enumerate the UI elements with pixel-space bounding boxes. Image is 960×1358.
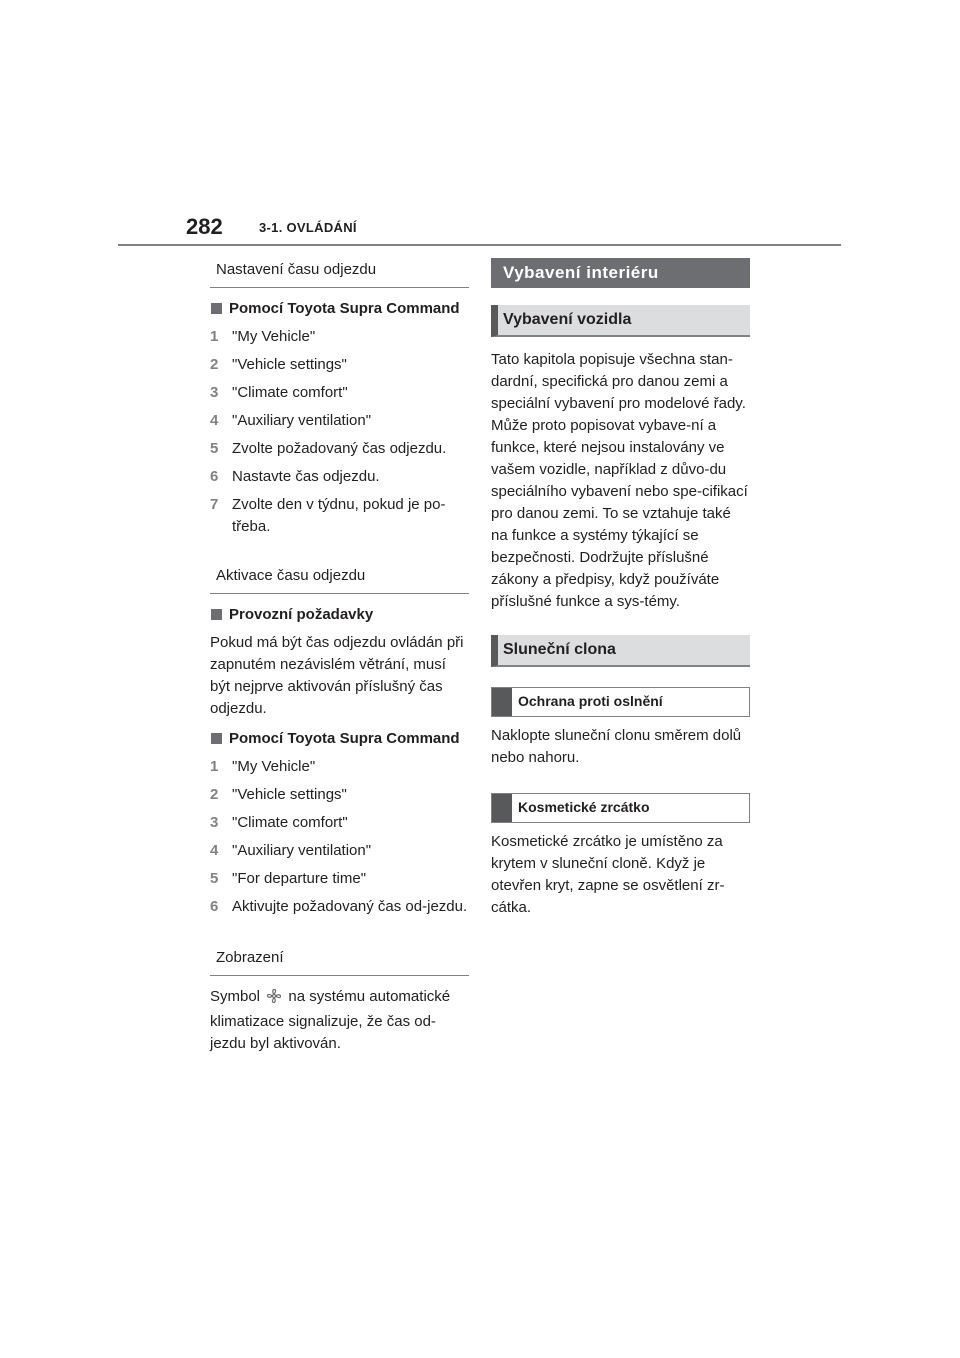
step-item: 3 "Climate comfort" (210, 814, 348, 831)
step-item: 7 Zvolte den v týdnu, pokud je po-třeba. (210, 496, 446, 535)
vanity-mirror-text: Kosmetické zrcátko je umístěno za krytem v sluneční cloně. Když je otevřen kryt, zapne se osvětlení zr-cátka. (491, 833, 725, 916)
bullet-heading (210, 604, 469, 626)
step-item: 5 Zvolte požadovaný čas odjezdu. (210, 440, 447, 457)
subheading-departure-time-setting: Nastavení času odjezdu (210, 258, 469, 288)
square-bullet-icon (211, 303, 222, 314)
step-item: 4 "Auxiliary ventilation" (210, 412, 372, 429)
header-rule (118, 244, 841, 246)
box-marker (492, 794, 512, 822)
section-label: 3-1. OVLÁDÁNÍ (259, 220, 357, 235)
section-band-sun-visor: Sluneční clona (491, 635, 750, 667)
steps-list-2 (210, 756, 469, 918)
box-heading-vanity-mirror: Kosmetické zrcátko (491, 793, 750, 823)
glare-protection-text: Naklopte sluneční clonu směrem dolů nebo nahoru. (491, 727, 742, 766)
square-bullet-icon (211, 609, 222, 620)
subheading-display: Zobrazení (210, 946, 469, 976)
step-item: 1 "My Vehicle" (210, 758, 316, 775)
right-column (491, 258, 750, 927)
section-band-interior-equipment: Vybavení interiéru (491, 258, 750, 288)
bullet-heading-label: Provozní požadavky (229, 606, 374, 623)
bullet-heading-label: Pomocí Toyota Supra Command (229, 730, 460, 747)
step-item: 6 Aktivujte požadovaný čas od-jezdu. (210, 898, 468, 915)
display-text: Symbol na systému automatické klimatizace signalizuje, že čas od-jezdu byl aktivován. (210, 988, 451, 1052)
chapter-description-text: Tato kapitola popisuje všechna stan-dardní, specifická pro danou zemi a speciální vybavení pro modelové řady. Může proto popisovat vybave-ní a funkce, které nejsou instalovány ve vašem vozidle, například z důvo-du speciálního vybavení nebo spe-cifikací pro danou zemi. To se vztahuje také na funkce a systémy týkající se bezpečnosti. Dodržujte příslušné zákony a předpisy, když používáte příslušné funkce a sys-témy. (491, 351, 748, 610)
step-item: 2 "Vehicle settings" (210, 786, 347, 803)
step-item: 4 "Auxiliary ventilation" (210, 842, 372, 859)
section-band-vehicle-equipment: Vybavení vozidla (491, 305, 750, 337)
box-heading-glare-protection: Ochrana proti oslnění (491, 687, 750, 717)
step-item: 3 "Climate comfort" (210, 384, 348, 401)
square-bullet-icon (211, 733, 222, 744)
step-item: 1 "My Vehicle" (210, 328, 316, 345)
fan-clock-icon (266, 988, 282, 1011)
steps-list-1 (210, 326, 469, 538)
page-number: 282 (186, 214, 223, 239)
left-column (210, 258, 469, 1063)
bullet-heading (210, 298, 469, 320)
box-marker (492, 688, 512, 716)
step-item: 5 "For departure time" (210, 870, 367, 887)
bullet-heading-label: Pomocí Toyota Supra Command (229, 300, 460, 317)
subheading-departure-time-activation: Aktivace času odjezdu (210, 564, 469, 594)
step-item: 2 "Vehicle settings" (210, 356, 347, 373)
operating-requirements-text: Pokud má být čas odjezdu ovládán při zapnutém nezávislém větrání, musí být nejprve aktivován příslušný čas odjezdu. (210, 634, 464, 717)
bullet-heading (210, 728, 469, 750)
step-item: 6 Nastavte čas odjezdu. (210, 468, 380, 485)
